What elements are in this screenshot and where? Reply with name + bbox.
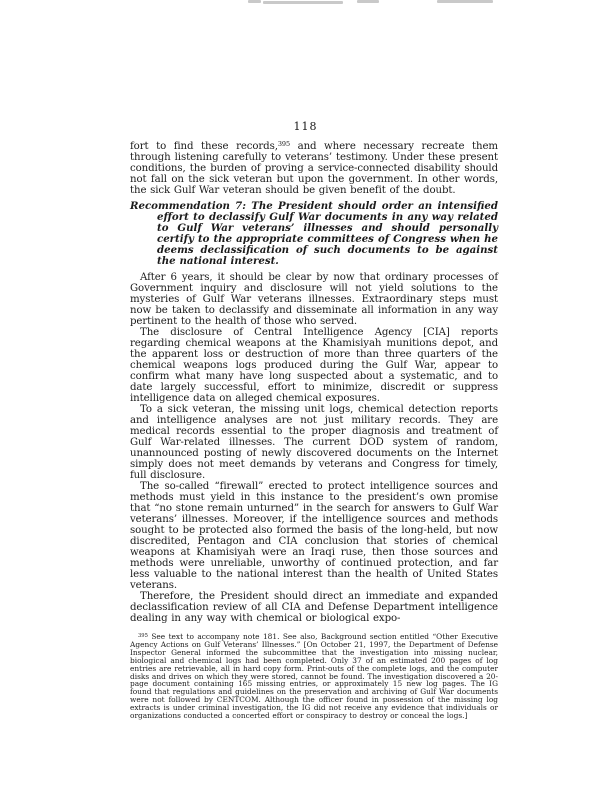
paragraph: To a sick veteran, the missing unit logs, chemical detection reports and intelligence analyses are not just military records. They are medical records essential to the proper diagnosis and treatment of Gulf War-related illnesses. The current DOD system of random, unannounced posting of newly discovered documents on the Internet simply does not meet demands by veterans and Congress for timely, full disclosure. <box>130 404 498 481</box>
footnote-marker: 395 <box>138 633 148 639</box>
scan-artifact <box>357 0 379 3</box>
footnote-text: See text to accompany note 181. See also, Background section entitled “Other Executive Agency Actions on Gulf Veterans’ Illnesses.” [On October 21, 1997, the Department of Defense Inspector General informed the subcommittee that the investigation into missing nuclear, biological and chemical logs had been completed. Only 37 of an estimated 200 pages of log entries are retrievable, all in hard copy form. Print-outs of the complete logs, and the computer disks and drives on which they were stored, cannot be found. The investigation discovered a 20-page document containing 165 missing entries, or approximately 15 new log pages. The IG found that regulations and guidelines on the preservation and archiving of Gulf War documents were not followed by CENTCOM. Although the officer found in possession of the missing log extracts is under criminal investigation, the IG did not receive any evidence that individuals or organizations conducted a concerted effort or conspiracy to destroy or conceal the logs.] <box>130 632 498 721</box>
paragraph: After 6 years, it should be clear by now that ordinary processes of Government inquiry and disclosure will not yield solutions to the mysteries of Gulf War veterans illnesses. Extraordinary steps must now be taken to declassify and disseminate all information in any way pertinent to the health of those who served. <box>130 272 498 327</box>
paragraph: The disclosure of Central Intelligence Agency [CIA] reports regarding chemical weapons at the Khamisiyah munitions depot, and the apparent loss or destruction of more than three quarters of the chemical weapons logs produced during the Gulf War, appear to confirm what many have long suspected about a systematic, and to date largely successful, effort to minimize, discredit or suppress intelligence data on alleged chemical exposures. <box>130 327 498 404</box>
recommendation-7: Recommendation 7: The President should order an intensified effort to declassify Gulf War documents in any way related to Gulf War veterans’ illnesses and should personally certify to the appropriate committees of Congress when he deems declassification of such documents to be against the national interest. <box>130 200 498 267</box>
paragraph: Therefore, the President should direct an immediate and expanded declassification review of all CIA and Defense Department intelligence dealing in any way with chemical or biological expo- <box>130 591 498 624</box>
footnote-reference: 395 <box>277 140 290 148</box>
page-number: 118 <box>293 120 318 133</box>
scan-artifact <box>248 0 261 3</box>
scan-artifact <box>263 1 343 4</box>
scan-artifact <box>437 0 493 3</box>
paragraph-text: and where necessary recreate them through listening carefully to veterans’ testimony. Under these present conditions, the burden of proving a service-connected disability should not fall on the sick veteran but upon the government. In other words, the sick Gulf War veteran should be given benefit of the doubt. <box>130 141 498 196</box>
footnote <box>130 633 498 720</box>
paragraph-continued <box>130 141 498 196</box>
paragraph-text: fort to find these records, <box>130 141 278 152</box>
page-body <box>130 141 498 720</box>
paragraph: The so-called “firewall” erected to protect intelligence sources and methods must yield in this instance to the president’s own promise that “no stone remain unturned” in the search for answers to Gulf War veterans’ illnesses. Moreover, if the intelligence sources and methods sought to be protected also formed the basis of the long-held, but now discredited, Pentagon and CIA conclusion that stories of chemical weapons at Khamisiyah were an Iraqi ruse, then those sources and methods were unreliable, unworthy of continued protection, and far less valuable to the national interest than the health of United States veterans. <box>130 481 498 591</box>
